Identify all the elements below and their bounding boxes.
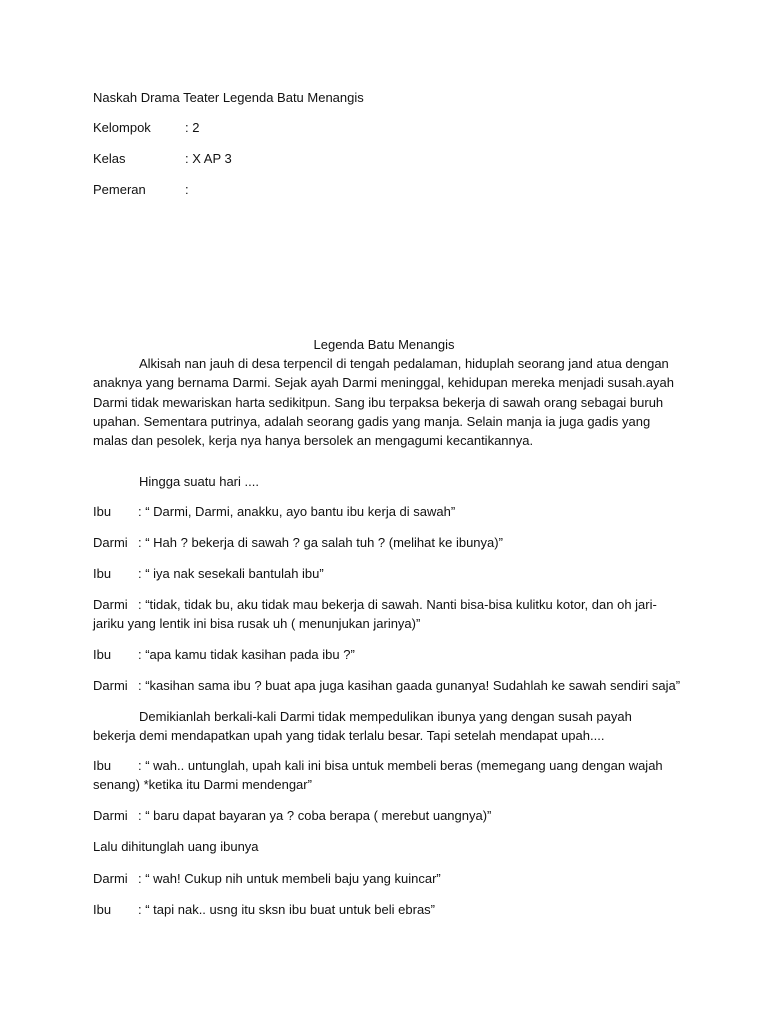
dialog-text: : “ baru dapat bayaran ya ? coba berapa ( merebut uangnya)” [138,808,492,823]
paragraph-line: Hingga suatu hari .... [139,474,259,489]
meta-value: : [185,182,189,197]
paragraph-line: bekerja demi mendapatkan upah yang tidak terlalu besar. Tapi setelah mendapat upah.... [93,728,605,744]
dialog-text: : “tidak, tidak bu, aku tidak mau bekerja di sawah. Nanti bisa-bisa kulitku kotor, dan oh jari- [138,597,657,612]
meta-label: Kelas [93,151,126,166]
dialog-speaker: Ibu [93,566,112,581]
dialog-text-continued: jariku yang lentik ini bisa rusak uh ( menunjukan jarinya)” [93,616,421,631]
dialog-text: : “kasihan sama ibu ? buat apa juga kasihan gaada gunanya! Sudahlah ke sawah sendiri saja” [138,678,681,693]
dialog-speaker: Ibu [93,902,112,917]
dialog-text: : “ tapi nak.. usng itu sksn ibu buat untuk beli ebras” [138,902,436,917]
dialog-speaker: Ibu [93,647,112,662]
meta-label: Kelompok [93,120,151,135]
dialog-speaker: Ibu [93,504,112,519]
intro-paragraph [93,354,673,450]
document-header-title: Naskah Drama Teater Legenda Batu Menangis [93,90,364,105]
paragraph-line: Alkisah nan jauh di desa terpencil di tengah pedalaman, hiduplah seorang jand atua dengan [139,356,669,371]
dialog-line [93,595,673,634]
dialog-speaker: Darmi [93,808,128,823]
dialog-text: : “ Hah ? bekerja di sawah ? ga salah tuh ? (melihat ke ibunya)” [138,535,503,550]
dialog-speaker: Darmi [93,678,128,693]
meta-value: : 2 [185,120,200,135]
dialog-text: : “apa kamu tidak kasihan pada ibu ?” [138,647,355,662]
paragraph-line: anaknya yang bernama Darmi. Sejak ayah Darmi meninggal, kehidupan mereka menjadi susah.ayah [93,375,674,391]
dialog-text: : “ wah! Cukup nih untuk membeli baju yang kuincar” [138,871,441,886]
paragraph-line: Darmi tidak mewariskan harta sedikitpun. Sang ibu terpaksa bekerja di sawah orang sebagai buruh [93,394,664,410]
dialog-text: : “ Darmi, Darmi, anakku, ayo bantu ibu kerja di sawah” [138,504,456,519]
dialog-speaker: Darmi [93,597,128,612]
paragraph-line: Demikianlah berkali-kali Darmi tidak mempedulikan ibunya yang dengan susah payah [139,709,632,724]
dialog-speaker: Darmi [93,871,128,886]
dialog-speaker: Ibu [93,758,112,773]
hingga-paragraph [93,472,673,491]
paragraph-line: malas dan pesolek, kerja nya hanya bersolek an mengagumi kecantikannya. [93,433,534,449]
meta-label: Pemeran [93,182,146,197]
dialog-speaker: Darmi [93,535,128,550]
dialog-text-continued: senang) *ketika itu Darmi mendengar” [93,777,312,792]
dialog-text: : “ iya nak sesekali bantulah ibu” [138,566,324,581]
demikian-paragraph [93,707,673,746]
dialog-text: : “ wah.. untunglah, upah kali ini bisa untuk membeli beras (memegang uang dengan wajah [138,758,663,773]
paragraph-line: upahan. Sementara putrinya, adalah seorang gadis yang manja. Selain manja ia juga gadis yang [93,413,651,429]
story-title: Legenda Batu Menangis [313,337,455,352]
lalu-line: Lalu dihitunglah uang ibunya [93,839,259,854]
dialog-line [93,756,673,795]
meta-value: : X AP 3 [185,151,232,166]
